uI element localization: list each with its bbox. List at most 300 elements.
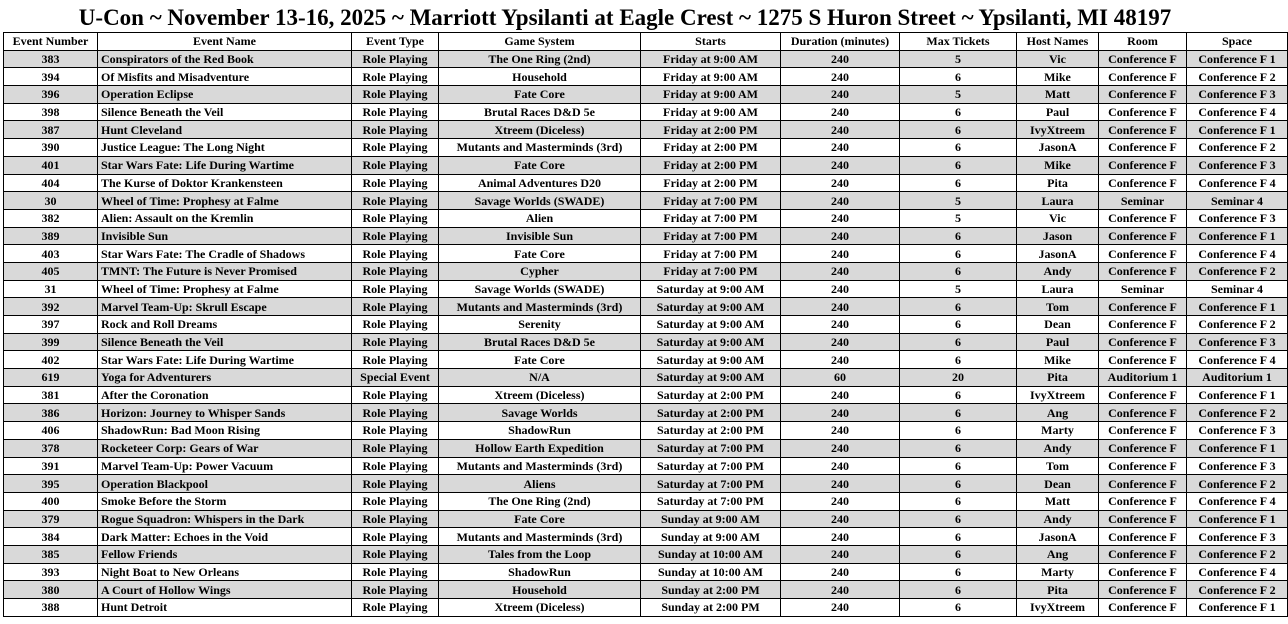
cell-host-name: IvyXtreem <box>1017 386 1099 404</box>
cell-event-type: Role Playing <box>352 298 439 316</box>
cell-room: Conference F <box>1099 333 1187 351</box>
page-title: U-Con ~ November 13-16, 2025 ~ Marriott Ypsilanti at Eagle Crest ~ 1275 S Huron Street ~ Ypsilanti, MI 48197 <box>78 5 1172 30</box>
cell-event-number: 382 <box>4 209 98 227</box>
cell-event-name: Marvel Team-Up: Skrull Escape <box>98 298 352 316</box>
cell-event-number: 392 <box>4 298 98 316</box>
table-row <box>4 545 1288 563</box>
cell-room: Conference F <box>1099 227 1187 245</box>
cell-event-number: 397 <box>4 316 98 334</box>
table-row <box>4 192 1288 210</box>
cell-max-tickets: 5 <box>900 192 1017 210</box>
cell-host-name: Mike <box>1017 156 1099 174</box>
cell-duration: 240 <box>781 457 900 475</box>
cell-space: Seminar 4 <box>1187 280 1288 298</box>
cell-duration: 240 <box>781 386 900 404</box>
table-row <box>4 139 1288 157</box>
cell-starts: Friday at 7:00 PM <box>641 192 781 210</box>
cell-event-name: Wheel of Time: Prophesy at Falme <box>98 280 352 298</box>
col-header-duration: Duration (minutes) <box>781 33 900 51</box>
cell-starts: Sunday at 9:00 AM <box>641 528 781 546</box>
cell-event-number: 396 <box>4 86 98 104</box>
cell-game-system: Savage Worlds <box>439 404 641 422</box>
cell-space: Conference F 4 <box>1187 174 1288 192</box>
col-header-event-number: Event Number <box>4 33 98 51</box>
cell-room: Conference F <box>1099 404 1187 422</box>
cell-host-name: Marty <box>1017 422 1099 440</box>
cell-space: Conference F 3 <box>1187 209 1288 227</box>
cell-host-name: Andy <box>1017 439 1099 457</box>
cell-max-tickets: 6 <box>900 103 1017 121</box>
cell-space: Conference F 3 <box>1187 422 1288 440</box>
cell-event-name: The Kurse of Doktor Krankensteen <box>98 174 352 192</box>
cell-event-number: 398 <box>4 103 98 121</box>
cell-duration: 240 <box>781 422 900 440</box>
cell-event-name: Night Boat to New Orleans <box>98 563 352 581</box>
col-header-space: Space <box>1187 33 1288 51</box>
cell-max-tickets: 6 <box>900 227 1017 245</box>
cell-host-name: Ang <box>1017 404 1099 422</box>
cell-game-system: Fate Core <box>439 245 641 263</box>
cell-host-name: Laura <box>1017 280 1099 298</box>
cell-space: Auditorium 1 <box>1187 369 1288 387</box>
table-row <box>4 333 1288 351</box>
table-row <box>4 422 1288 440</box>
cell-room: Conference F <box>1099 86 1187 104</box>
cell-host-name: Marty <box>1017 563 1099 581</box>
cell-max-tickets: 6 <box>900 599 1017 617</box>
cell-game-system: The One Ring (2nd) <box>439 492 641 510</box>
cell-game-system: Brutal Races D&D 5e <box>439 333 641 351</box>
cell-host-name: Dean <box>1017 475 1099 493</box>
cell-event-name: Silence Beneath the Veil <box>98 333 352 351</box>
table-row <box>4 68 1288 86</box>
cell-space: Conference F 4 <box>1187 103 1288 121</box>
cell-event-number: 384 <box>4 528 98 546</box>
cell-space: Conference F 3 <box>1187 528 1288 546</box>
cell-starts: Saturday at 9:00 AM <box>641 369 781 387</box>
cell-host-name: Mike <box>1017 68 1099 86</box>
table-row <box>4 528 1288 546</box>
cell-game-system: Household <box>439 68 641 86</box>
cell-starts: Friday at 7:00 PM <box>641 262 781 280</box>
cell-space: Conference F 2 <box>1187 139 1288 157</box>
cell-duration: 240 <box>781 351 900 369</box>
cell-starts: Sunday at 2:00 PM <box>641 599 781 617</box>
cell-max-tickets: 6 <box>900 492 1017 510</box>
cell-event-type: Role Playing <box>352 280 439 298</box>
cell-host-name: Mike <box>1017 351 1099 369</box>
cell-game-system: Fate Core <box>439 510 641 528</box>
cell-host-name: Tom <box>1017 457 1099 475</box>
cell-event-number: 395 <box>4 475 98 493</box>
cell-space: Conference F 4 <box>1187 245 1288 263</box>
cell-space: Conference F 1 <box>1187 298 1288 316</box>
cell-starts: Friday at 7:00 PM <box>641 227 781 245</box>
cell-host-name: Pita <box>1017 174 1099 192</box>
cell-starts: Saturday at 9:00 AM <box>641 351 781 369</box>
cell-duration: 240 <box>781 139 900 157</box>
cell-host-name: Jason <box>1017 227 1099 245</box>
cell-host-name: Matt <box>1017 492 1099 510</box>
cell-starts: Saturday at 2:00 PM <box>641 386 781 404</box>
cell-room: Conference F <box>1099 386 1187 404</box>
cell-game-system: Xtreem (Diceless) <box>439 121 641 139</box>
cell-duration: 240 <box>781 492 900 510</box>
cell-event-number: 388 <box>4 599 98 617</box>
cell-event-type: Role Playing <box>352 333 439 351</box>
cell-host-name: Tom <box>1017 298 1099 316</box>
cell-max-tickets: 6 <box>900 510 1017 528</box>
cell-game-system: Fate Core <box>439 86 641 104</box>
cell-space: Conference F 4 <box>1187 351 1288 369</box>
cell-space: Conference F 1 <box>1187 50 1288 68</box>
col-header-event-name: Event Name <box>98 33 352 51</box>
cell-room: Conference F <box>1099 528 1187 546</box>
cell-max-tickets: 5 <box>900 280 1017 298</box>
cell-event-type: Role Playing <box>352 475 439 493</box>
cell-max-tickets: 6 <box>900 386 1017 404</box>
cell-room: Conference F <box>1099 174 1187 192</box>
cell-max-tickets: 6 <box>900 121 1017 139</box>
cell-room: Conference F <box>1099 439 1187 457</box>
cell-room: Conference F <box>1099 298 1187 316</box>
cell-event-type: Role Playing <box>352 599 439 617</box>
cell-max-tickets: 6 <box>900 156 1017 174</box>
cell-max-tickets: 6 <box>900 262 1017 280</box>
cell-starts: Saturday at 9:00 AM <box>641 298 781 316</box>
cell-host-name: Andy <box>1017 262 1099 280</box>
cell-event-number: 399 <box>4 333 98 351</box>
cell-duration: 240 <box>781 209 900 227</box>
cell-duration: 240 <box>781 103 900 121</box>
cell-game-system: Fate Core <box>439 156 641 174</box>
cell-event-name: Marvel Team-Up: Power Vacuum <box>98 457 352 475</box>
cell-host-name: JasonA <box>1017 528 1099 546</box>
cell-duration: 240 <box>781 545 900 563</box>
cell-duration: 240 <box>781 475 900 493</box>
cell-event-number: 30 <box>4 192 98 210</box>
cell-room: Conference F <box>1099 475 1187 493</box>
cell-event-type: Role Playing <box>352 174 439 192</box>
cell-event-type: Role Playing <box>352 139 439 157</box>
cell-event-type: Role Playing <box>352 192 439 210</box>
table-row <box>4 227 1288 245</box>
cell-event-type: Role Playing <box>352 492 439 510</box>
cell-max-tickets: 6 <box>900 475 1017 493</box>
cell-max-tickets: 6 <box>900 422 1017 440</box>
cell-event-type: Role Playing <box>352 457 439 475</box>
col-header-starts: Starts <box>641 33 781 51</box>
cell-game-system: Animal Adventures D20 <box>439 174 641 192</box>
col-header-event-type: Event Type <box>352 33 439 51</box>
cell-duration: 240 <box>781 245 900 263</box>
table-row <box>4 581 1288 599</box>
cell-event-type: Role Playing <box>352 351 439 369</box>
cell-game-system: Mutants and Masterminds (3rd) <box>439 139 641 157</box>
table-row <box>4 280 1288 298</box>
cell-starts: Saturday at 9:00 AM <box>641 280 781 298</box>
cell-game-system: Xtreem (Diceless) <box>439 386 641 404</box>
cell-max-tickets: 6 <box>900 581 1017 599</box>
cell-duration: 240 <box>781 174 900 192</box>
table-row <box>4 475 1288 493</box>
cell-event-number: 31 <box>4 280 98 298</box>
cell-room: Conference F <box>1099 262 1187 280</box>
cell-duration: 240 <box>781 316 900 334</box>
cell-host-name: Paul <box>1017 103 1099 121</box>
cell-starts: Saturday at 7:00 PM <box>641 439 781 457</box>
cell-event-number: 403 <box>4 245 98 263</box>
cell-max-tickets: 5 <box>900 209 1017 227</box>
cell-event-type: Role Playing <box>352 156 439 174</box>
cell-event-number: 379 <box>4 510 98 528</box>
cell-game-system: Savage Worlds (SWADE) <box>439 280 641 298</box>
cell-duration: 240 <box>781 581 900 599</box>
cell-duration: 240 <box>781 192 900 210</box>
cell-room: Conference F <box>1099 351 1187 369</box>
cell-space: Conference F 2 <box>1187 475 1288 493</box>
cell-event-number: 402 <box>4 351 98 369</box>
cell-space: Conference F 2 <box>1187 581 1288 599</box>
cell-game-system: Alien <box>439 209 641 227</box>
table-row <box>4 103 1288 121</box>
cell-room: Seminar <box>1099 192 1187 210</box>
cell-event-type: Role Playing <box>352 121 439 139</box>
cell-game-system: ShadowRun <box>439 422 641 440</box>
cell-event-name: Invisible Sun <box>98 227 352 245</box>
cell-starts: Friday at 7:00 PM <box>641 245 781 263</box>
cell-game-system: Tales from the Loop <box>439 545 641 563</box>
header-row <box>4 33 1288 51</box>
cell-space: Seminar 4 <box>1187 192 1288 210</box>
cell-starts: Friday at 2:00 PM <box>641 139 781 157</box>
cell-duration: 240 <box>781 439 900 457</box>
cell-event-number: 383 <box>4 50 98 68</box>
cell-space: Conference F 3 <box>1187 156 1288 174</box>
table-row <box>4 404 1288 422</box>
cell-event-type: Role Playing <box>352 245 439 263</box>
table-row <box>4 599 1288 617</box>
cell-game-system: Mutants and Masterminds (3rd) <box>439 457 641 475</box>
cell-room: Conference F <box>1099 563 1187 581</box>
cell-duration: 240 <box>781 156 900 174</box>
col-header-game-system: Game System <box>439 33 641 51</box>
cell-host-name: Dean <box>1017 316 1099 334</box>
cell-game-system: Mutants and Masterminds (3rd) <box>439 298 641 316</box>
cell-event-name: Yoga for Adventurers <box>98 369 352 387</box>
cell-game-system: Xtreem (Diceless) <box>439 599 641 617</box>
cell-game-system: N/A <box>439 369 641 387</box>
cell-space: Conference F 1 <box>1187 386 1288 404</box>
cell-event-number: 387 <box>4 121 98 139</box>
cell-space: Conference F 2 <box>1187 68 1288 86</box>
table-row <box>4 563 1288 581</box>
cell-game-system: Savage Worlds (SWADE) <box>439 192 641 210</box>
cell-event-name: After the Coronation <box>98 386 352 404</box>
cell-duration: 240 <box>781 262 900 280</box>
cell-event-type: Role Playing <box>352 209 439 227</box>
cell-event-type: Role Playing <box>352 227 439 245</box>
cell-event-type: Role Playing <box>352 316 439 334</box>
cell-starts: Saturday at 7:00 PM <box>641 457 781 475</box>
cell-room: Conference F <box>1099 50 1187 68</box>
cell-event-number: 389 <box>4 227 98 245</box>
cell-room: Seminar <box>1099 280 1187 298</box>
cell-duration: 240 <box>781 510 900 528</box>
cell-max-tickets: 6 <box>900 245 1017 263</box>
cell-space: Conference F 2 <box>1187 545 1288 563</box>
cell-max-tickets: 6 <box>900 404 1017 422</box>
cell-duration: 60 <box>781 369 900 387</box>
cell-duration: 240 <box>781 599 900 617</box>
cell-event-type: Role Playing <box>352 439 439 457</box>
cell-event-number: 619 <box>4 369 98 387</box>
cell-game-system: Mutants and Masterminds (3rd) <box>439 528 641 546</box>
cell-max-tickets: 5 <box>900 50 1017 68</box>
cell-event-name: A Court of Hollow Wings <box>98 581 352 599</box>
cell-host-name: JasonA <box>1017 245 1099 263</box>
cell-event-number: 404 <box>4 174 98 192</box>
col-header-room: Room <box>1099 33 1187 51</box>
cell-space: Conference F 4 <box>1187 563 1288 581</box>
cell-starts: Sunday at 10:00 AM <box>641 545 781 563</box>
cell-event-name: Operation Eclipse <box>98 86 352 104</box>
cell-event-name: Rocketeer Corp: Gears of War <box>98 439 352 457</box>
cell-event-number: 378 <box>4 439 98 457</box>
cell-starts: Saturday at 2:00 PM <box>641 404 781 422</box>
cell-event-number: 390 <box>4 139 98 157</box>
cell-event-name: Silence Beneath the Veil <box>98 103 352 121</box>
col-header-host-names: Host Names <box>1017 33 1099 51</box>
cell-max-tickets: 6 <box>900 545 1017 563</box>
cell-room: Conference F <box>1099 422 1187 440</box>
cell-space: Conference F 1 <box>1187 121 1288 139</box>
table-row <box>4 262 1288 280</box>
cell-max-tickets: 20 <box>900 369 1017 387</box>
cell-game-system: Hollow Earth Expedition <box>439 439 641 457</box>
cell-event-type: Role Playing <box>352 68 439 86</box>
cell-host-name: IvyXtreem <box>1017 121 1099 139</box>
cell-event-type: Role Playing <box>352 86 439 104</box>
cell-space: Conference F 3 <box>1187 457 1288 475</box>
col-header-max-tickets: Max Tickets <box>900 33 1017 51</box>
cell-max-tickets: 6 <box>900 174 1017 192</box>
cell-event-number: 380 <box>4 581 98 599</box>
cell-event-name: Hunt Cleveland <box>98 121 352 139</box>
cell-starts: Saturday at 9:00 AM <box>641 333 781 351</box>
cell-event-number: 394 <box>4 68 98 86</box>
cell-starts: Sunday at 10:00 AM <box>641 563 781 581</box>
cell-game-system: Household <box>439 581 641 599</box>
cell-event-type: Role Playing <box>352 510 439 528</box>
cell-max-tickets: 6 <box>900 528 1017 546</box>
cell-event-name: Wheel of Time: Prophesy at Falme <box>98 192 352 210</box>
cell-event-name: Rogue Squadron: Whispers in the Dark <box>98 510 352 528</box>
cell-event-number: 401 <box>4 156 98 174</box>
cell-event-type: Role Playing <box>352 386 439 404</box>
table-row <box>4 121 1288 139</box>
cell-event-type: Special Event <box>352 369 439 387</box>
cell-duration: 240 <box>781 528 900 546</box>
cell-event-name: Operation Blackpool <box>98 475 352 493</box>
table-row <box>4 492 1288 510</box>
table-row <box>4 351 1288 369</box>
cell-game-system: Fate Core <box>439 351 641 369</box>
cell-starts: Friday at 2:00 PM <box>641 156 781 174</box>
table-body <box>4 50 1288 616</box>
cell-event-name: Hunt Detroit <box>98 599 352 617</box>
cell-room: Conference F <box>1099 68 1187 86</box>
cell-host-name: Pita <box>1017 581 1099 599</box>
cell-event-number: 406 <box>4 422 98 440</box>
table-row <box>4 174 1288 192</box>
cell-event-name: Of Misfits and Misadventure <box>98 68 352 86</box>
cell-space: Conference F 1 <box>1187 599 1288 617</box>
cell-max-tickets: 6 <box>900 333 1017 351</box>
cell-event-type: Role Playing <box>352 262 439 280</box>
cell-room: Conference F <box>1099 599 1187 617</box>
cell-host-name: Matt <box>1017 86 1099 104</box>
cell-starts: Friday at 2:00 PM <box>641 174 781 192</box>
cell-space: Conference F 3 <box>1187 333 1288 351</box>
cell-event-name: Star Wars Fate: The Cradle of Shadows <box>98 245 352 263</box>
cell-room: Conference F <box>1099 156 1187 174</box>
table-row <box>4 50 1288 68</box>
table-row <box>4 298 1288 316</box>
cell-space: Conference F 2 <box>1187 316 1288 334</box>
cell-space: Conference F 1 <box>1187 510 1288 528</box>
cell-room: Auditorium 1 <box>1099 369 1187 387</box>
cell-duration: 240 <box>781 68 900 86</box>
cell-room: Conference F <box>1099 581 1187 599</box>
cell-space: Conference F 3 <box>1187 86 1288 104</box>
table-row <box>4 439 1288 457</box>
cell-starts: Sunday at 2:00 PM <box>641 581 781 599</box>
cell-game-system: Serenity <box>439 316 641 334</box>
cell-game-system: ShadowRun <box>439 563 641 581</box>
cell-event-number: 405 <box>4 262 98 280</box>
cell-max-tickets: 6 <box>900 316 1017 334</box>
cell-host-name: Andy <box>1017 510 1099 528</box>
table-row <box>4 209 1288 227</box>
table-row <box>4 316 1288 334</box>
cell-host-name: IvyXtreem <box>1017 599 1099 617</box>
cell-event-name: Dark Matter: Echoes in the Void <box>98 528 352 546</box>
cell-event-name: ShadowRun: Bad Moon Rising <box>98 422 352 440</box>
cell-event-name: Rock and Roll Dreams <box>98 316 352 334</box>
cell-event-name: Conspirators of the Red Book <box>98 50 352 68</box>
cell-event-type: Role Playing <box>352 581 439 599</box>
cell-starts: Friday at 9:00 AM <box>641 103 781 121</box>
table-row <box>4 86 1288 104</box>
cell-game-system: Invisible Sun <box>439 227 641 245</box>
cell-room: Conference F <box>1099 457 1187 475</box>
cell-event-name: TMNT: The Future is Never Promised <box>98 262 352 280</box>
cell-max-tickets: 6 <box>900 298 1017 316</box>
cell-max-tickets: 6 <box>900 563 1017 581</box>
cell-starts: Sunday at 9:00 AM <box>641 510 781 528</box>
cell-host-name: Ang <box>1017 545 1099 563</box>
cell-starts: Saturday at 7:00 PM <box>641 492 781 510</box>
cell-room: Conference F <box>1099 103 1187 121</box>
cell-event-number: 385 <box>4 545 98 563</box>
cell-event-number: 400 <box>4 492 98 510</box>
cell-starts: Friday at 9:00 AM <box>641 68 781 86</box>
cell-starts: Friday at 9:00 AM <box>641 86 781 104</box>
cell-event-name: Smoke Before the Storm <box>98 492 352 510</box>
cell-duration: 240 <box>781 404 900 422</box>
table-row <box>4 156 1288 174</box>
